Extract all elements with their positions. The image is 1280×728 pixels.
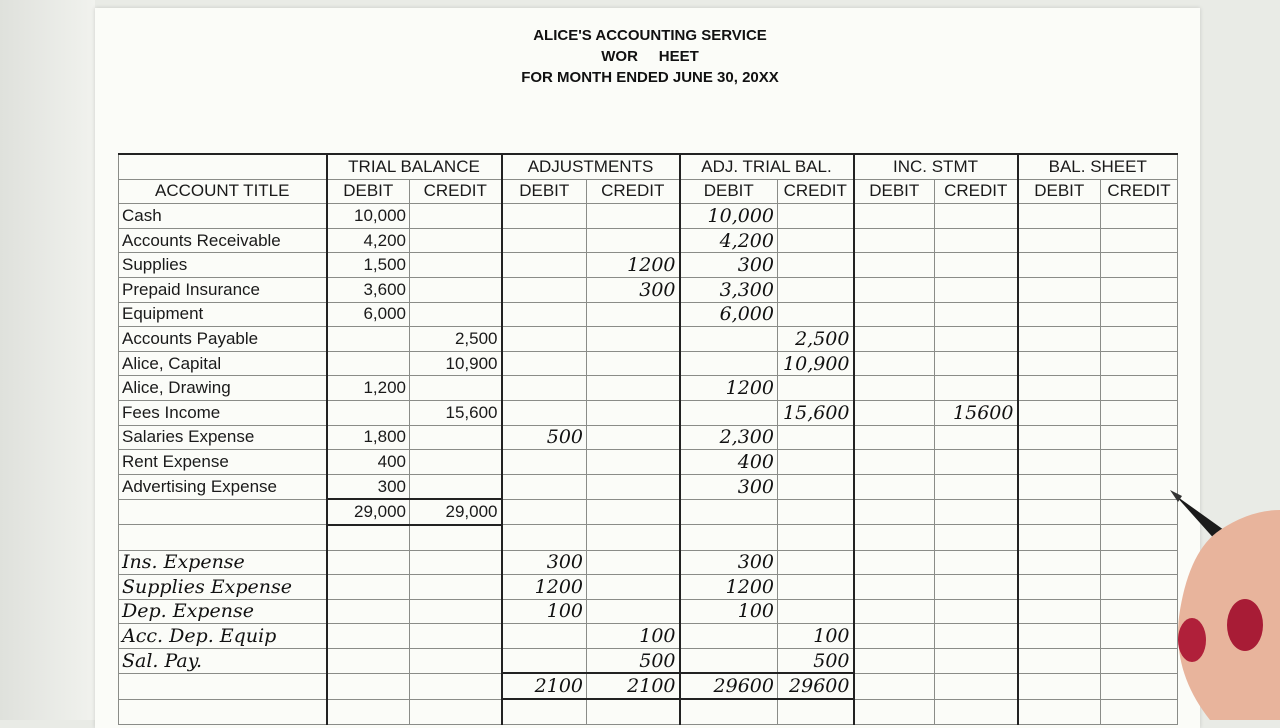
debit-cell: 1200 xyxy=(680,575,778,600)
credit-cell xyxy=(1101,204,1178,229)
credit-cell: 29600 xyxy=(778,673,854,699)
table-row xyxy=(119,302,1178,327)
credit-cell xyxy=(587,400,680,425)
debit-cell: 300 xyxy=(680,253,778,278)
credit-cell: 2,500 xyxy=(778,327,854,352)
credit-cell xyxy=(1101,253,1178,278)
credit-cell xyxy=(587,228,680,253)
debit-cell: 6,000 xyxy=(680,302,778,327)
debit-cell xyxy=(502,450,587,475)
column-group-header: INC. STMT xyxy=(854,154,1018,179)
table-row xyxy=(119,624,1178,649)
credit-cell xyxy=(587,474,680,499)
credit-cell xyxy=(587,302,680,327)
debit-cell: 10,000 xyxy=(327,204,410,229)
debit-cell xyxy=(854,450,935,475)
credit-cell xyxy=(1101,228,1178,253)
debit-cell xyxy=(680,699,778,724)
debit-cell xyxy=(502,624,587,649)
credit-cell xyxy=(410,525,502,550)
credit-header: CREDIT xyxy=(778,179,854,204)
account-title-header: ACCOUNT TITLE xyxy=(119,179,327,204)
account-title-cell: Supplies Expense xyxy=(119,575,327,600)
credit-cell: 500 xyxy=(587,648,680,673)
debit-cell xyxy=(854,624,935,649)
table-row xyxy=(119,550,1178,575)
debit-cell xyxy=(854,599,935,624)
credit-cell: 29,000 xyxy=(410,499,502,525)
account-title-cell xyxy=(119,525,327,550)
debit-cell xyxy=(680,624,778,649)
account-title-cell: Alice, Drawing xyxy=(119,376,327,401)
table-row xyxy=(119,400,1178,425)
debit-cell xyxy=(502,277,587,302)
credit-cell xyxy=(410,575,502,600)
debit-cell xyxy=(502,327,587,352)
credit-cell xyxy=(410,425,502,450)
debit-cell xyxy=(854,277,935,302)
debit-cell: 1,800 xyxy=(327,425,410,450)
credit-header: CREDIT xyxy=(410,179,502,204)
debit-cell xyxy=(680,648,778,673)
credit-header: CREDIT xyxy=(587,179,680,204)
account-title-cell: Alice, Capital xyxy=(119,351,327,376)
credit-cell xyxy=(587,351,680,376)
debit-cell xyxy=(1018,327,1101,352)
debit-cell: 2100 xyxy=(502,673,587,699)
debit-cell xyxy=(1018,648,1101,673)
debit-cell xyxy=(327,673,410,699)
debit-cell: 6,000 xyxy=(327,302,410,327)
credit-cell xyxy=(935,204,1018,229)
account-title-cell: Supplies xyxy=(119,253,327,278)
credit-cell xyxy=(587,599,680,624)
credit-cell xyxy=(587,425,680,450)
debit-cell xyxy=(327,648,410,673)
credit-cell xyxy=(935,474,1018,499)
debit-cell xyxy=(327,575,410,600)
debit-cell xyxy=(680,499,778,525)
account-title-cell: Acc. Dep. Equip xyxy=(119,624,327,649)
debit-cell xyxy=(502,400,587,425)
credit-cell xyxy=(778,376,854,401)
credit-cell: 10,900 xyxy=(410,351,502,376)
credit-cell xyxy=(935,624,1018,649)
debit-cell: 100 xyxy=(502,599,587,624)
debit-cell xyxy=(502,699,587,724)
table-row xyxy=(119,575,1178,600)
credit-cell: 10,900 xyxy=(778,351,854,376)
credit-cell xyxy=(1101,277,1178,302)
debit-cell: 3,300 xyxy=(680,277,778,302)
debit-cell: 2,300 xyxy=(680,425,778,450)
debit-cell xyxy=(1018,450,1101,475)
account-title-cell: Salaries Expense xyxy=(119,425,327,450)
debit-cell xyxy=(502,228,587,253)
debit-cell xyxy=(854,327,935,352)
column-group-header: ADJ. TRIAL BAL. xyxy=(680,154,854,179)
debit-cell xyxy=(327,400,410,425)
credit-cell xyxy=(1101,425,1178,450)
debit-cell xyxy=(854,474,935,499)
credit-cell xyxy=(410,302,502,327)
credit-cell xyxy=(410,673,502,699)
debit-cell xyxy=(1018,499,1101,525)
debit-cell xyxy=(1018,599,1101,624)
debit-cell xyxy=(327,525,410,550)
debit-cell xyxy=(1018,474,1101,499)
table-row xyxy=(119,525,1178,550)
table-row xyxy=(119,425,1178,450)
debit-cell xyxy=(502,376,587,401)
debit-cell: 1,500 xyxy=(327,253,410,278)
credit-cell xyxy=(410,376,502,401)
debit-cell xyxy=(680,400,778,425)
debit-header: DEBIT xyxy=(1018,179,1101,204)
credit-cell xyxy=(410,624,502,649)
debit-header: DEBIT xyxy=(680,179,778,204)
debit-cell xyxy=(854,425,935,450)
account-title-cell: Rent Expense xyxy=(119,450,327,475)
credit-cell xyxy=(778,599,854,624)
credit-cell: 15600 xyxy=(935,400,1018,425)
debit-cell xyxy=(1018,673,1101,699)
credit-cell: 300 xyxy=(587,277,680,302)
debit-cell xyxy=(327,327,410,352)
credit-cell xyxy=(410,253,502,278)
debit-cell xyxy=(1018,277,1101,302)
credit-cell xyxy=(587,699,680,724)
debit-cell xyxy=(327,699,410,724)
credit-cell xyxy=(778,228,854,253)
credit-cell xyxy=(778,425,854,450)
debit-cell xyxy=(1018,699,1101,724)
document-title: WOR HEET xyxy=(601,48,699,65)
credit-cell xyxy=(587,327,680,352)
credit-cell xyxy=(935,253,1018,278)
debit-cell: 1,200 xyxy=(327,376,410,401)
debit-cell: 29600 xyxy=(680,673,778,699)
credit-cell xyxy=(587,550,680,575)
table-row xyxy=(119,673,1178,699)
credit-cell: 100 xyxy=(778,624,854,649)
table-row xyxy=(119,499,1178,525)
account-title-cell xyxy=(119,499,327,525)
credit-cell: 100 xyxy=(587,624,680,649)
debit-cell xyxy=(854,302,935,327)
debit-cell: 300 xyxy=(680,550,778,575)
credit-cell xyxy=(410,277,502,302)
debit-cell xyxy=(1018,550,1101,575)
credit-cell xyxy=(935,450,1018,475)
header-blank xyxy=(119,154,327,179)
debit-cell xyxy=(1018,228,1101,253)
debit-cell: 29,000 xyxy=(327,499,410,525)
debit-cell: 4,200 xyxy=(680,228,778,253)
debit-cell: 3,600 xyxy=(327,277,410,302)
credit-cell xyxy=(935,351,1018,376)
credit-cell xyxy=(587,204,680,229)
column-group-header: BAL. SHEET xyxy=(1018,154,1178,179)
debit-cell: 300 xyxy=(502,550,587,575)
debit-cell xyxy=(1018,525,1101,550)
account-title-cell: Prepaid Insurance xyxy=(119,277,327,302)
debit-cell: 10,000 xyxy=(680,204,778,229)
table-row xyxy=(119,599,1178,624)
credit-cell xyxy=(410,550,502,575)
account-title-cell: Advertising Expense xyxy=(119,474,327,499)
debit-header: DEBIT xyxy=(854,179,935,204)
credit-cell xyxy=(935,575,1018,600)
debit-cell xyxy=(502,204,587,229)
credit-cell xyxy=(1101,351,1178,376)
debit-cell xyxy=(1018,253,1101,278)
debit-cell xyxy=(502,302,587,327)
period-line: FOR MONTH ENDED JUNE 30, 20XX xyxy=(521,69,779,86)
debit-cell xyxy=(854,699,935,724)
credit-header: CREDIT xyxy=(935,179,1018,204)
debit-cell xyxy=(1018,624,1101,649)
background-surface xyxy=(0,0,95,720)
table-row xyxy=(119,474,1178,499)
debit-cell: 4,200 xyxy=(327,228,410,253)
credit-cell xyxy=(935,525,1018,550)
credit-cell: 15,600 xyxy=(778,400,854,425)
debit-cell xyxy=(1018,376,1101,401)
table-row xyxy=(119,277,1178,302)
table-row xyxy=(119,327,1178,352)
table-row xyxy=(119,204,1178,229)
account-title-cell: Sal. Pay. xyxy=(119,648,327,673)
debit-cell xyxy=(854,376,935,401)
credit-cell xyxy=(587,575,680,600)
debit-cell xyxy=(854,525,935,550)
debit-cell xyxy=(502,499,587,525)
debit-cell xyxy=(502,648,587,673)
credit-cell xyxy=(778,550,854,575)
debit-cell xyxy=(327,550,410,575)
column-group-header: TRIAL BALANCE xyxy=(327,154,502,179)
credit-cell xyxy=(778,277,854,302)
debit-cell xyxy=(1018,575,1101,600)
table-row xyxy=(119,699,1178,724)
debit-cell xyxy=(854,351,935,376)
worksheet-table xyxy=(118,153,1178,725)
credit-cell xyxy=(410,228,502,253)
credit-cell xyxy=(778,474,854,499)
credit-cell xyxy=(410,450,502,475)
account-title-cell: Equipment xyxy=(119,302,327,327)
hand-holding-pen xyxy=(1150,470,1280,720)
account-title-cell xyxy=(119,699,327,724)
credit-cell: 2100 xyxy=(587,673,680,699)
credit-cell xyxy=(1101,400,1178,425)
credit-cell xyxy=(778,204,854,229)
credit-cell xyxy=(587,525,680,550)
credit-header: CREDIT xyxy=(1101,179,1178,204)
credit-cell xyxy=(935,499,1018,525)
header-row-columns xyxy=(119,179,1178,204)
credit-cell xyxy=(935,302,1018,327)
header-row-groups xyxy=(119,154,1178,179)
debit-cell xyxy=(502,525,587,550)
debit-cell xyxy=(854,204,935,229)
debit-cell xyxy=(1018,204,1101,229)
credit-cell xyxy=(935,599,1018,624)
credit-cell: 500 xyxy=(778,648,854,673)
account-title-cell: Cash xyxy=(119,204,327,229)
credit-cell xyxy=(410,699,502,724)
debit-cell xyxy=(854,253,935,278)
debit-cell xyxy=(327,599,410,624)
account-title-cell xyxy=(119,673,327,699)
debit-cell xyxy=(327,351,410,376)
debit-cell: 300 xyxy=(327,474,410,499)
credit-cell xyxy=(1101,302,1178,327)
company-name: ALICE'S ACCOUNTING SERVICE xyxy=(533,27,767,44)
debit-cell xyxy=(854,575,935,600)
credit-cell xyxy=(778,499,854,525)
debit-cell xyxy=(854,228,935,253)
credit-cell xyxy=(587,376,680,401)
credit-cell xyxy=(410,204,502,229)
account-title-cell: Dep. Expense xyxy=(119,599,327,624)
credit-cell xyxy=(1101,327,1178,352)
credit-cell xyxy=(410,648,502,673)
credit-cell xyxy=(410,599,502,624)
debit-cell xyxy=(327,624,410,649)
credit-cell xyxy=(935,699,1018,724)
credit-cell xyxy=(410,474,502,499)
debit-cell xyxy=(680,525,778,550)
table-row xyxy=(119,228,1178,253)
debit-cell: 1200 xyxy=(680,376,778,401)
debit-cell xyxy=(854,400,935,425)
debit-header: DEBIT xyxy=(502,179,587,204)
debit-cell xyxy=(854,499,935,525)
debit-cell xyxy=(1018,302,1101,327)
table-row xyxy=(119,351,1178,376)
credit-cell: 1200 xyxy=(587,253,680,278)
debit-cell xyxy=(1018,351,1101,376)
credit-cell xyxy=(935,327,1018,352)
credit-cell xyxy=(778,575,854,600)
account-title-cell: Accounts Payable xyxy=(119,327,327,352)
debit-cell: 100 xyxy=(680,599,778,624)
fingernail xyxy=(1178,618,1206,662)
table-row xyxy=(119,450,1178,475)
debit-cell xyxy=(854,673,935,699)
debit-header: DEBIT xyxy=(327,179,410,204)
debit-cell: 400 xyxy=(327,450,410,475)
debit-cell: 500 xyxy=(502,425,587,450)
debit-cell xyxy=(854,648,935,673)
credit-cell xyxy=(778,302,854,327)
credit-cell xyxy=(935,376,1018,401)
debit-cell: 1200 xyxy=(502,575,587,600)
credit-cell: 2,500 xyxy=(410,327,502,352)
credit-cell xyxy=(778,699,854,724)
credit-cell xyxy=(1101,376,1178,401)
debit-cell: 400 xyxy=(680,450,778,475)
credit-cell xyxy=(935,277,1018,302)
account-title-cell: Ins. Expense xyxy=(119,550,327,575)
account-title-cell: Fees Income xyxy=(119,400,327,425)
credit-cell: 15,600 xyxy=(410,400,502,425)
credit-cell xyxy=(935,228,1018,253)
debit-cell xyxy=(680,351,778,376)
table-row xyxy=(119,376,1178,401)
debit-cell xyxy=(1018,400,1101,425)
column-group-header: ADJUSTMENTS xyxy=(502,154,680,179)
debit-cell xyxy=(680,327,778,352)
credit-cell xyxy=(935,550,1018,575)
table-row xyxy=(119,648,1178,673)
debit-cell xyxy=(1018,425,1101,450)
credit-cell xyxy=(587,450,680,475)
debit-cell xyxy=(854,550,935,575)
account-title-cell: Accounts Receivable xyxy=(119,228,327,253)
credit-cell xyxy=(778,525,854,550)
credit-cell xyxy=(778,450,854,475)
credit-cell xyxy=(778,253,854,278)
credit-cell xyxy=(935,425,1018,450)
credit-cell xyxy=(935,648,1018,673)
debit-cell xyxy=(502,351,587,376)
debit-cell xyxy=(502,474,587,499)
table-row xyxy=(119,253,1178,278)
debit-cell xyxy=(502,253,587,278)
credit-cell xyxy=(935,673,1018,699)
debit-cell: 300 xyxy=(680,474,778,499)
credit-cell xyxy=(587,499,680,525)
